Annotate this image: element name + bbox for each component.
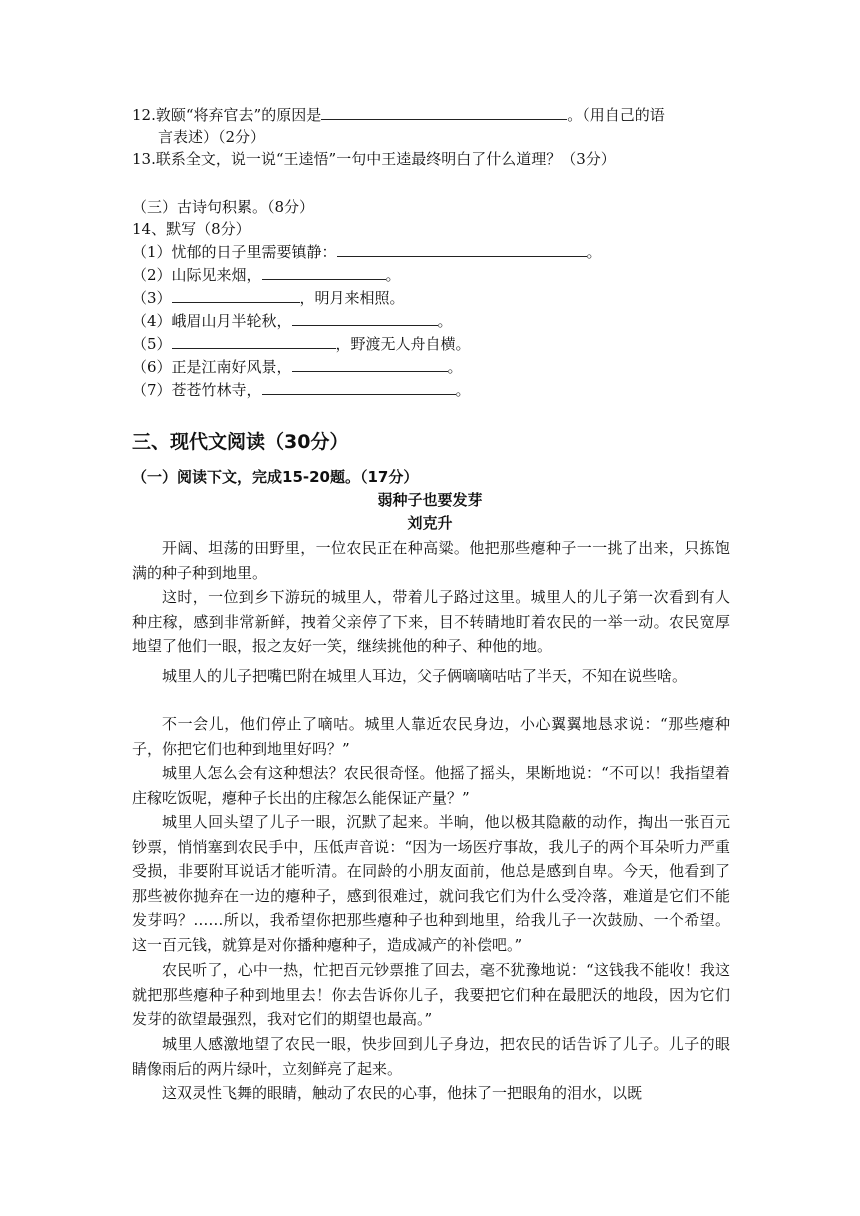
answer-blank[interactable]	[262, 264, 386, 280]
question-13: 13.联系全文，说一说“王逵悟”一句中王逵最终明白了什么道理？（3分）	[132, 150, 616, 168]
poem-item-suffix: 。	[586, 243, 602, 261]
article-paragraph-8: 城里人感激地望了农民一眼，快步回到儿子身边，把农民的话告诉了儿子。儿子的眼睛像雨后的两片绿叶，立刻鲜亮了起来。	[132, 1035, 730, 1078]
article-title: 弱种子也要发芽	[377, 491, 483, 509]
article-paragraph-2: 这时，一位到乡下游玩的城里人，带着儿子路过这里。城里人的儿子第一次看到有人种庄稼，感到非常新鲜，拽着父亲停了下来，目不转睛地盯着农民的一举一动。农民宽厚地望了他们一眼，报之友好一笑，继续挑他的种子、种他的地。	[132, 588, 730, 656]
section-poetry-title: （三）古诗句积累。（8分）	[132, 198, 315, 216]
poem-item-suffix: 。	[437, 312, 453, 330]
poem-item-7	[132, 379, 471, 401]
article-paragraph-4: 不一会儿，他们停止了嘀咕。城里人靠近农民身边，小心翼翼地恳求说：“那些瘪种子，你把它们也种到地里好吗？”	[132, 715, 730, 758]
article-paragraph-3: 城里人的儿子把嘴巴附在城里人耳边，父子俩嘀嘀咕咕了半天，不知在说些啥。	[162, 667, 688, 685]
question-14: 14、默写（8分）	[132, 220, 251, 238]
answer-blank[interactable]	[321, 104, 567, 120]
question-12-text: 12.敦颐“将弃官去”的原因是	[132, 106, 322, 124]
answer-blank[interactable]	[172, 287, 300, 303]
poem-item-text: （5）	[132, 335, 172, 353]
poem-item-suffix: 。	[455, 381, 471, 399]
subsection-heading: （一）阅读下文，完成15-20题。（17分）	[132, 468, 419, 486]
answer-blank[interactable]	[292, 310, 438, 326]
poem-item-suffix: 。	[385, 266, 401, 284]
poem-item-text: （4）峨眉山月半轮秋，	[132, 312, 292, 330]
poem-item-suffix: 。	[447, 358, 463, 376]
answer-blank[interactable]	[262, 379, 456, 395]
question-12-suffix: 。（用自己的语	[567, 106, 665, 124]
question-12	[132, 104, 665, 126]
poem-item-text: （2）山际见来烟，	[132, 266, 262, 284]
poem-item-6	[132, 356, 463, 378]
answer-blank[interactable]	[337, 241, 587, 257]
poem-item-text: （7）苍苍竹林寺，	[132, 381, 262, 399]
poem-item-text: （3）	[132, 289, 172, 307]
question-12-continued: 言表述）（2分）	[158, 128, 266, 146]
poem-item-2	[132, 264, 401, 286]
article-paragraph-6: 城里人回头望了儿子一眼，沉默了起来。半晌，他以极其隐蔽的动作，掏出一张百元钞票，悄悄塞到农民手中，压低声音说：“因为一场医疗事故，我儿子的两个耳朵听力严重受损，非要附耳说话才能听清。在同龄的小朋友面前，他总是感到自卑。今天，他看到了那些被你抛弃在一边的瘪种子，感到很难过，就问我它们为什么受冷落，难道是它们不能发芽吗？……所以，我希望你把那些瘪种子也种到地里，给我儿子一次鼓励、一个希望。这一百元钱，就算是对你播种瘪种子，造成减产的补偿吧。”	[132, 813, 730, 954]
answer-blank[interactable]	[172, 333, 336, 349]
part-heading: 三、现代文阅读（30分）	[132, 431, 349, 453]
article-paragraph-7: 农民听了，心中一热，忙把百元钞票推了回去，毫不犹豫地说：“这钱我不能收！我这就把那些瘪种子种到地里去！你去告诉你儿子，我要把它们种在最肥沃的地段，因为它们发芽的欲望最强烈，我对它们的期望也最高。”	[132, 961, 730, 1029]
poem-item-suffix: ，明月来相照。	[299, 289, 405, 307]
article-paragraph-1: 开阔、坦荡的田野里，一位农民正在种高粱。他把那些瘪种子一一挑了出来，只拣饱满的种子种到地里。	[132, 539, 730, 582]
article-paragraph-9: 这双灵性飞舞的眼睛，触动了农民的心事，他抹了一把眼角的泪水，以既	[162, 1084, 643, 1102]
article-paragraph-5: 城里人怎么会有这种想法？农民很奇怪。他摇了摇头，果断地说：“不可以！我指望着庄稼吃饭呢，瘪种子长出的庄稼怎么能保证产量？”	[132, 764, 730, 807]
poem-item-suffix: ，野渡无人舟自横。	[335, 335, 471, 353]
poem-item-3	[132, 287, 405, 309]
poem-item-text: （1）忧郁的日子里需要镇静：	[132, 243, 337, 261]
poem-item-4	[132, 310, 453, 332]
poem-item-text: （6）正是江南好风景，	[132, 358, 292, 376]
article-author: 刘克升	[407, 514, 453, 532]
poem-item-5	[132, 333, 471, 355]
answer-blank[interactable]	[292, 356, 448, 372]
poem-item-1	[132, 241, 602, 263]
